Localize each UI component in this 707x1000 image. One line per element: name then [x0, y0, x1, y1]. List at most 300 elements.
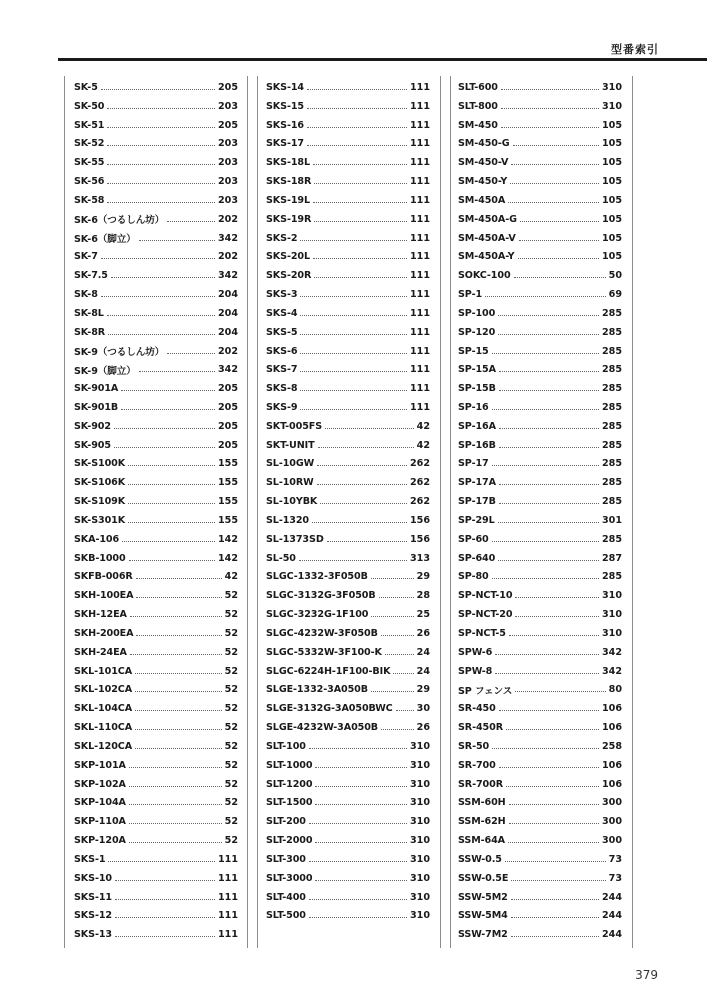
index-entry: [256, 869, 436, 888]
index-entry: [448, 191, 628, 210]
index-entry: [64, 699, 244, 718]
model-code: SP フェンス: [458, 685, 513, 697]
index-entry: [64, 342, 244, 361]
index-entry: [64, 473, 244, 492]
dot-leader: [313, 202, 407, 203]
page-ref: 285: [601, 402, 622, 413]
model-code: SKS-19R: [266, 213, 312, 225]
page-ref: 285: [601, 307, 622, 319]
model-code: SKS-3: [266, 289, 298, 301]
dot-leader: [309, 917, 407, 918]
index-entry: [448, 210, 628, 229]
index-entry: [256, 266, 436, 285]
dot-leader: [309, 823, 407, 824]
model-code: SSW-5M2: [458, 891, 508, 903]
index-entry: [64, 568, 244, 587]
page-ref: 105: [601, 232, 622, 244]
model-code: SKT-UNIT: [266, 439, 315, 451]
index-entry: [64, 907, 244, 926]
model-code: SKB-1000: [74, 552, 126, 564]
page-ref: 24: [416, 646, 430, 658]
page-ref: 204: [217, 289, 238, 301]
dot-leader: [515, 616, 599, 617]
dot-leader: [315, 842, 407, 843]
dot-leader: [115, 936, 215, 937]
page-ref: 285: [601, 439, 622, 451]
dot-leader: [107, 202, 215, 203]
index-entry: [256, 398, 436, 417]
model-code: SP-120: [458, 326, 496, 338]
dot-leader: [139, 371, 215, 372]
dot-leader: [129, 804, 222, 805]
model-code: SK-S100K: [74, 458, 126, 470]
index-entry: [256, 718, 436, 737]
dot-leader: [313, 258, 407, 259]
page-ref: 142: [217, 552, 238, 564]
model-code: SP-16: [458, 402, 489, 413]
model-code: SK-8: [74, 289, 98, 301]
index-entry: [64, 78, 244, 97]
dot-leader: [107, 164, 215, 165]
model-code: SKS-5: [266, 326, 298, 338]
page-ref: 105: [601, 213, 622, 225]
page-ref: 111: [217, 910, 238, 922]
index-entry: [448, 530, 628, 549]
index-entry: [64, 97, 244, 116]
index-entry: [448, 417, 628, 436]
dot-leader: [307, 127, 407, 128]
index-entry: [448, 605, 628, 624]
page-ref: 310: [409, 759, 430, 771]
dot-leader: [371, 578, 414, 579]
dot-leader: [327, 541, 407, 542]
model-code: SK-51: [74, 119, 105, 131]
index-entry: [448, 247, 628, 266]
dot-leader: [508, 202, 599, 203]
model-code: SLT-600: [458, 81, 498, 93]
model-code: SK-55: [74, 157, 105, 169]
index-entry: [64, 417, 244, 436]
model-code: SPW-8: [458, 665, 493, 677]
page-ref: 342: [601, 665, 622, 677]
dot-leader: [115, 917, 215, 918]
dot-leader: [139, 240, 215, 241]
page-ref: 310: [601, 609, 622, 621]
index-entry: [64, 323, 244, 342]
page-ref: 28: [416, 590, 430, 602]
model-code: SR-450: [458, 703, 496, 715]
model-code: SR-700: [458, 759, 496, 771]
page-ref: 205: [217, 383, 238, 395]
dot-leader: [511, 899, 599, 900]
dot-leader: [300, 409, 407, 410]
model-code: SPW-6: [458, 646, 493, 658]
page-ref: 52: [224, 665, 238, 677]
dot-leader: [371, 691, 414, 692]
page-ref: 203: [217, 157, 238, 169]
model-code: SLT-200: [266, 816, 306, 828]
dot-leader: [511, 917, 599, 918]
model-code: SP-80: [458, 571, 489, 583]
index-entry: [256, 247, 436, 266]
page-ref: 24: [416, 665, 430, 677]
page-ref: 310: [409, 816, 430, 828]
index-entry: [64, 775, 244, 794]
index-entry: [256, 624, 436, 643]
page-ref: 106: [601, 778, 622, 790]
index-entry: [256, 342, 436, 361]
model-code: SP-16A: [458, 420, 496, 432]
page-ref: 310: [409, 910, 430, 922]
dot-leader: [509, 823, 599, 824]
model-code: SKFB-006R: [74, 571, 133, 583]
model-code: SLT-100: [266, 740, 306, 752]
dot-leader: [167, 353, 215, 354]
page-ref: 111: [409, 383, 430, 395]
page-ref: 42: [224, 571, 238, 583]
page-ref: 52: [224, 627, 238, 639]
index-entry: [64, 737, 244, 756]
index-entry: [64, 586, 244, 605]
dot-leader: [307, 108, 407, 109]
page-ref: 111: [409, 345, 430, 357]
dot-leader: [107, 183, 215, 184]
index-entry: [256, 285, 436, 304]
model-code: SLT-1000: [266, 759, 313, 771]
dot-leader: [495, 673, 599, 674]
page-ref: 111: [217, 891, 238, 903]
model-code: SK-8L: [74, 307, 104, 319]
index-entry: [64, 812, 244, 831]
index-entry: [256, 737, 436, 756]
page-ref: 342: [601, 646, 622, 658]
index-entry: [448, 360, 628, 379]
page-ref: 202: [217, 251, 238, 263]
model-code: SK-50: [74, 100, 105, 112]
dot-leader: [128, 484, 215, 485]
index-entry: [448, 304, 628, 323]
model-code: SSM-60H: [458, 797, 506, 809]
dot-leader: [315, 804, 407, 805]
index-entry: [256, 888, 436, 907]
index-entry: [64, 492, 244, 511]
page-ref: 30: [416, 703, 430, 715]
dot-leader: [396, 710, 414, 711]
dot-leader: [122, 541, 215, 542]
dot-leader: [393, 673, 413, 674]
dot-leader: [498, 334, 599, 335]
model-code: SKH-24EA: [74, 646, 127, 658]
dot-leader: [307, 89, 407, 90]
dot-leader: [313, 164, 407, 165]
page-ref: 52: [224, 722, 238, 734]
dot-leader: [135, 748, 222, 749]
model-code: SLGC-3132G-3F050B: [266, 590, 376, 602]
index-entry: [448, 266, 628, 285]
page-ref: 205: [217, 420, 238, 432]
index-entry: [256, 78, 436, 97]
dot-leader: [115, 899, 215, 900]
page-ref: 342: [217, 364, 238, 376]
page-ref: 205: [217, 402, 238, 413]
model-code: SK-56: [74, 176, 105, 188]
dot-leader: [511, 164, 599, 165]
index-entry: [448, 699, 628, 718]
model-code: SKS-4: [266, 307, 298, 319]
index-entry: [256, 794, 436, 813]
model-code: SKL-102CA: [74, 684, 133, 696]
page-ref: 285: [601, 477, 622, 489]
index-entry: [64, 172, 244, 191]
page-ref: 262: [409, 458, 430, 470]
model-code: SKT-005FS: [266, 420, 323, 432]
model-code: SLGE-3132G-3A050BWC: [266, 703, 393, 715]
page-ref: 310: [409, 853, 430, 865]
dot-leader: [511, 880, 605, 881]
dot-leader: [509, 635, 599, 636]
page-ref: 105: [601, 138, 622, 150]
page-ref: 202: [217, 345, 238, 357]
model-code: SSM-64A: [458, 835, 505, 847]
dot-leader: [499, 390, 599, 391]
page-ref: 52: [224, 816, 238, 828]
model-code: SL-1373SD: [266, 533, 324, 545]
dot-leader: [485, 296, 606, 297]
page-ref: 244: [601, 929, 622, 941]
model-code: SLT-800: [458, 100, 498, 112]
index-entry: [448, 756, 628, 775]
model-code: SLT-2000: [266, 835, 313, 847]
index-entry: [64, 605, 244, 624]
dot-leader: [506, 786, 599, 787]
dot-leader: [379, 597, 414, 598]
page-ref: 111: [409, 402, 430, 413]
dot-leader: [314, 183, 407, 184]
dot-leader: [325, 428, 414, 429]
model-code: SKS-20L: [266, 251, 310, 263]
dot-leader: [314, 221, 407, 222]
index-entry: [64, 925, 244, 944]
index-entry: [448, 285, 628, 304]
dot-leader: [515, 691, 605, 692]
dot-leader: [513, 145, 599, 146]
dot-leader: [499, 447, 599, 448]
model-code: SP-17A: [458, 477, 496, 489]
model-code: SK-6（つるしん坊）: [74, 215, 165, 227]
dot-leader: [130, 654, 222, 655]
page-ref: 80: [608, 684, 622, 696]
model-code: SP-NCT-10: [458, 590, 513, 602]
page-ref: 310: [601, 100, 622, 112]
index-entry: [256, 304, 436, 323]
model-code: SKP-101A: [74, 759, 126, 771]
model-code: SKL-104CA: [74, 703, 133, 715]
model-code: SK-S109K: [74, 496, 126, 508]
model-code: SLT-1200: [266, 778, 313, 790]
model-code: SK-905: [74, 439, 111, 451]
model-code: SL-10RW: [266, 477, 314, 489]
page-ref: 111: [409, 326, 430, 338]
index-entry: [256, 831, 436, 850]
page-ref: 50: [608, 270, 622, 282]
model-code: SM-450A-V: [458, 232, 516, 244]
model-code: SSW-0.5: [458, 853, 502, 865]
index-entry: [448, 850, 628, 869]
index-entry: [64, 718, 244, 737]
page-ref: 155: [217, 458, 238, 470]
dot-leader: [136, 635, 221, 636]
model-code: SLGC-6224H-1F100-BIK: [266, 665, 391, 677]
model-code: SLT-3000: [266, 872, 313, 884]
index-entry: [256, 907, 436, 926]
dot-leader: [135, 729, 222, 730]
index-entry: [64, 643, 244, 662]
dot-leader: [114, 447, 215, 448]
model-code: SKS-14: [266, 81, 304, 93]
dot-leader: [129, 767, 222, 768]
dot-leader: [309, 899, 407, 900]
dot-leader: [129, 823, 222, 824]
page-ref: 105: [601, 176, 622, 188]
dot-leader: [300, 240, 407, 241]
dot-leader: [136, 578, 222, 579]
index-entry: [448, 323, 628, 342]
page-ref: 310: [601, 81, 622, 93]
index-entry: [448, 78, 628, 97]
model-code: SL-50: [266, 552, 296, 564]
model-code: SLT-300: [266, 853, 306, 865]
page-ref: 300: [601, 835, 622, 847]
dot-leader: [135, 710, 222, 711]
index-entry: [448, 794, 628, 813]
dot-leader: [114, 428, 215, 429]
model-code: SLGC-1332-3F050B: [266, 571, 368, 583]
page-ref: 111: [409, 157, 430, 169]
model-code: SKS-19L: [266, 194, 310, 206]
dot-leader: [108, 861, 215, 862]
dot-leader: [129, 560, 215, 561]
model-code: SP-15: [458, 345, 489, 357]
column-divider: [632, 76, 633, 948]
page-ref: 310: [409, 835, 430, 847]
index-entry: [448, 831, 628, 850]
index-entry: [256, 229, 436, 248]
dot-leader: [101, 89, 215, 90]
model-code: SL-1320: [266, 514, 310, 526]
dot-leader: [506, 729, 599, 730]
index-entry: [448, 643, 628, 662]
model-code: SSW-0.5E: [458, 872, 509, 884]
dot-leader: [108, 334, 215, 335]
page-ref: 111: [409, 100, 430, 112]
page-ref: 142: [217, 533, 238, 545]
dot-leader: [518, 258, 599, 259]
page-ref: 310: [601, 590, 622, 602]
dot-leader: [317, 484, 407, 485]
index-entry: [256, 455, 436, 474]
model-code: SKH-200EA: [74, 627, 134, 639]
model-code: SK-8R: [74, 326, 106, 338]
page-ref: 285: [601, 571, 622, 583]
model-code: SK-6（脚立）: [74, 234, 136, 246]
dot-leader: [371, 616, 413, 617]
page-ref: 26: [416, 627, 430, 639]
model-code: SLGE-4232W-3A050B: [266, 722, 379, 734]
page-ref: 285: [601, 383, 622, 395]
model-code: SR-450R: [458, 722, 503, 734]
dot-leader: [317, 465, 407, 466]
index-entry: [448, 568, 628, 587]
dot-leader: [508, 842, 599, 843]
index-entry: [256, 172, 436, 191]
header-rule: [58, 58, 707, 61]
model-code: SM-450-V: [458, 157, 509, 169]
index-entry: [64, 511, 244, 530]
index-entry: [64, 455, 244, 474]
column-divider: [247, 76, 248, 948]
index-entry: [256, 134, 436, 153]
dot-leader: [300, 296, 407, 297]
model-code: SR-700R: [458, 778, 503, 790]
page-ref: 52: [224, 646, 238, 658]
page-ref: 287: [601, 552, 622, 564]
page-ref: 106: [601, 703, 622, 715]
index-entry: [64, 850, 244, 869]
dot-leader: [121, 390, 215, 391]
page-ref: 111: [409, 232, 430, 244]
model-code: SKP-104A: [74, 797, 126, 809]
dot-leader: [300, 390, 407, 391]
index-entry: [64, 247, 244, 266]
model-code: SP-NCT-20: [458, 609, 513, 621]
page-ref: 155: [217, 477, 238, 489]
model-code: SM-450A-G: [458, 213, 517, 225]
index-entry: [64, 681, 244, 700]
dot-leader: [309, 861, 407, 862]
dot-leader: [505, 861, 606, 862]
page-ref: 300: [601, 797, 622, 809]
index-entry: [448, 398, 628, 417]
page-ref: 111: [217, 929, 238, 941]
index-entry: [256, 586, 436, 605]
index-entry: [448, 342, 628, 361]
dot-leader: [307, 145, 407, 146]
page-ref: 42: [416, 420, 430, 432]
model-code: SKS-16: [266, 119, 304, 131]
dot-leader: [501, 89, 599, 90]
page-ref: 111: [409, 138, 430, 150]
page-ref: 52: [224, 684, 238, 696]
page-ref: 111: [409, 194, 430, 206]
page-ref: 155: [217, 496, 238, 508]
index-entry: [448, 473, 628, 492]
page-ref: 342: [217, 270, 238, 282]
dot-leader: [107, 108, 215, 109]
model-code: SK-902: [74, 420, 111, 432]
dot-leader: [315, 786, 407, 787]
model-code: SK-7: [74, 251, 98, 263]
page-ref: 52: [224, 797, 238, 809]
index-entry: [256, 379, 436, 398]
dot-leader: [312, 522, 407, 523]
index-entry: [256, 492, 436, 511]
dot-leader: [499, 484, 599, 485]
model-code: SL-10GW: [266, 458, 315, 470]
index-entry: [448, 97, 628, 116]
dot-leader: [495, 654, 599, 655]
index-entry: [64, 549, 244, 568]
index-entry: [256, 323, 436, 342]
